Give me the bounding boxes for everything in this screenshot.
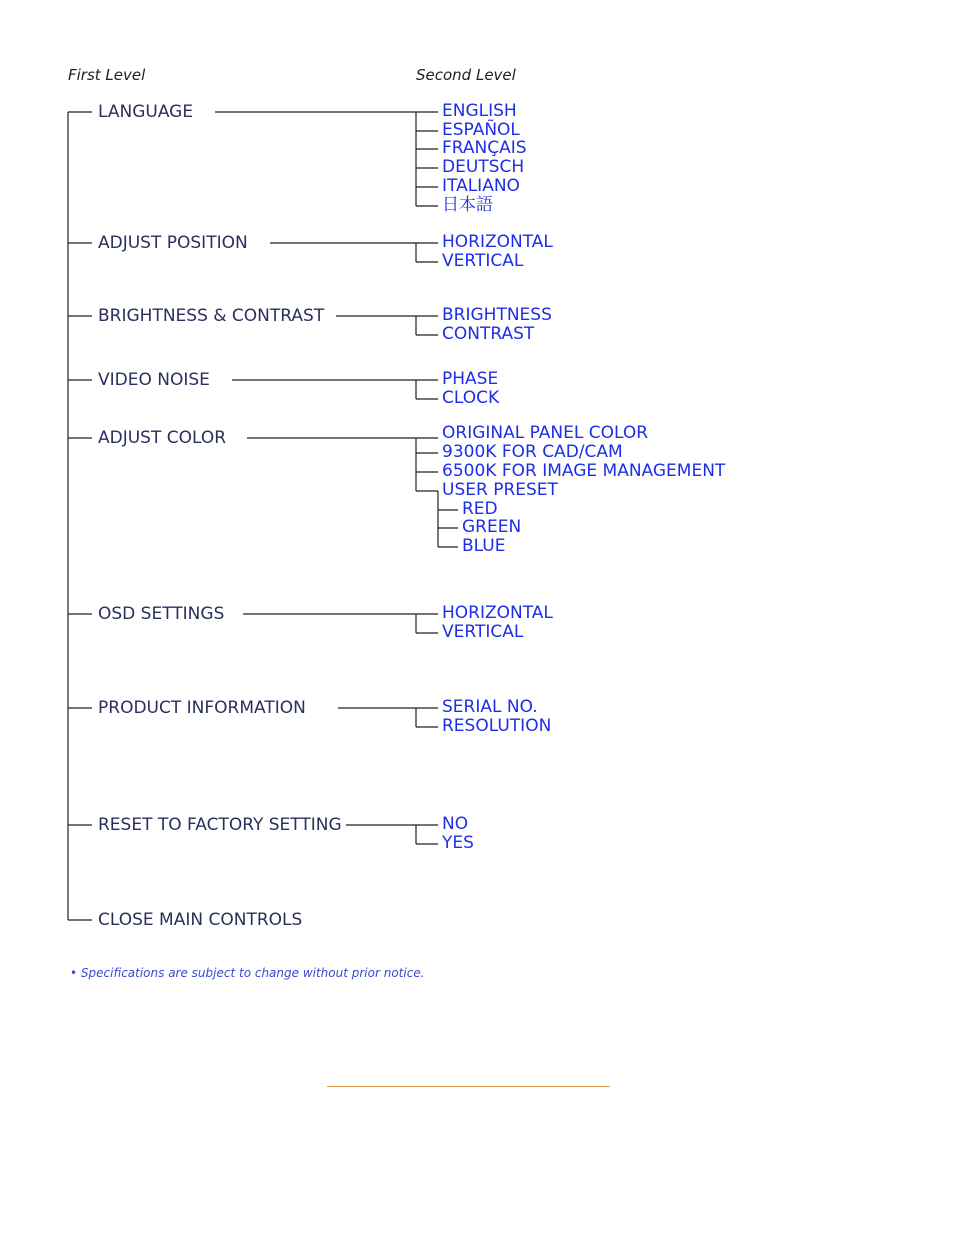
first-level-header: First Level <box>68 66 146 84</box>
menu-item-reset-factory: RESET TO FACTORY SETTING <box>98 815 342 835</box>
menu-item-product-information: PRODUCT INFORMATION <box>98 698 306 718</box>
menu-item-close-main-controls: CLOSE MAIN CONTROLS <box>98 910 303 930</box>
submenu-item-vertical: VERTICAL <box>442 251 524 271</box>
submenu-item-6500k: 6500K FOR IMAGE MANAGEMENT <box>442 461 726 481</box>
menu-item-language: LANGUAGE <box>98 102 194 122</box>
submenu-item-phase: PHASE <box>442 369 499 389</box>
submenu-item-deutsch: DEUTSCH <box>442 157 525 177</box>
footnote: • Specifications are subject to change without prior notice. <box>70 966 425 980</box>
submenu-item-no: NO <box>442 814 469 834</box>
menu-item-adjust-color: ADJUST COLOR <box>98 428 227 448</box>
submenu-item-espanol: ESPAÑOL <box>442 120 520 140</box>
menu-item-video-noise: VIDEO NOISE <box>98 370 210 390</box>
second-level-header: Second Level <box>416 66 516 84</box>
submenu-item-clock: CLOCK <box>442 388 500 408</box>
submenu-item-red: RED <box>462 499 498 519</box>
submenu-item-serial-no: SERIAL NO. <box>442 697 538 717</box>
submenu-item-horizontal: HORIZONTAL <box>442 232 553 252</box>
horizontal-rule <box>327 1086 610 1087</box>
submenu-item-green: GREEN <box>462 517 522 537</box>
submenu-item-blue: BLUE <box>462 536 506 556</box>
submenu-item-original-panel-color: ORIGINAL PANEL COLOR <box>442 423 649 443</box>
menu-item-osd-settings: OSD SETTINGS <box>98 604 225 624</box>
submenu-item-brightness: BRIGHTNESS <box>442 305 552 325</box>
submenu-item-italiano: ITALIANO <box>442 176 520 196</box>
submenu-item-osd-horizontal: HORIZONTAL <box>442 603 553 623</box>
submenu-item-english: ENGLISH <box>442 101 517 121</box>
submenu-item-9300k: 9300K FOR CAD/CAM <box>442 442 623 462</box>
submenu-item-resolution: RESOLUTION <box>442 716 552 736</box>
submenu-item-japanese: 日本語 <box>442 195 493 215</box>
submenu-item-yes: YES <box>442 833 474 853</box>
menu-item-brightness-contrast: BRIGHTNESS & CONTRAST <box>98 306 325 326</box>
submenu-item-osd-vertical: VERTICAL <box>442 622 524 642</box>
submenu-item-user-preset: USER PRESET <box>442 480 558 500</box>
menu-item-adjust-position: ADJUST POSITION <box>98 233 248 253</box>
submenu-item-francais: FRANÇAIS <box>442 138 527 158</box>
submenu-item-contrast: CONTRAST <box>442 324 535 344</box>
